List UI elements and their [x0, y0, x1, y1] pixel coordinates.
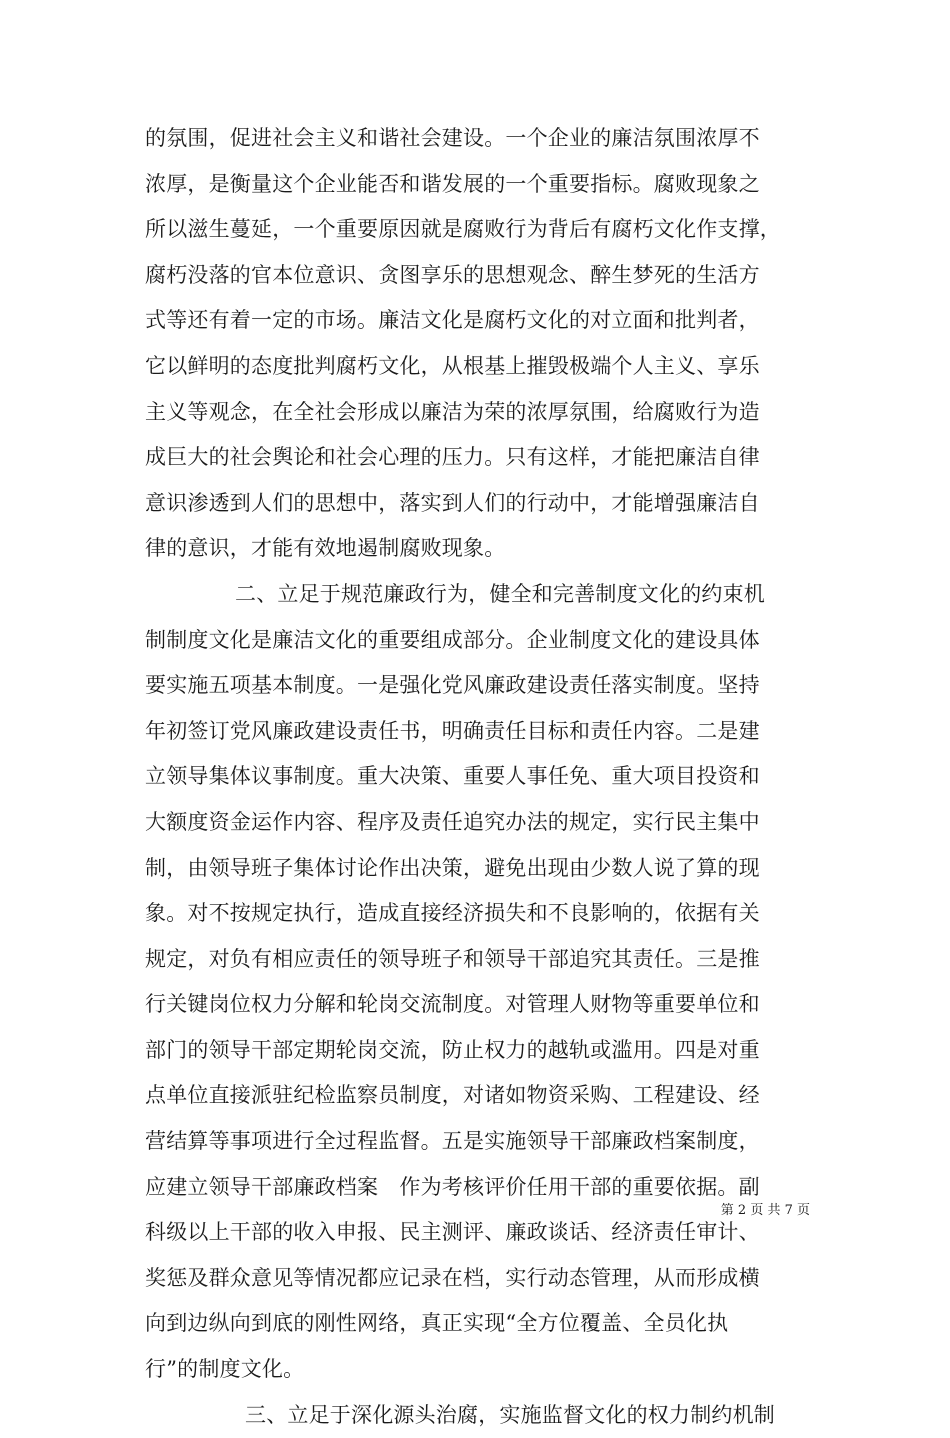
text-line: 制制度文化是廉洁文化的重要组成部分。企业制度文化的建设具体: [145, 627, 760, 652]
body-text: [145, 116, 810, 1438]
page-number-footer: 第 2 页 共 7 页: [720, 1203, 810, 1218]
text-line: 行关键岗位权力分解和轮岗交流制度。对管理人财物等重要单位和: [145, 992, 760, 1017]
text-line: 部门的领导干部定期轮岗交流，防止权力的越轨或滥用。四是对重: [145, 1037, 760, 1062]
section-heading-line: 三、立足于深化源头治腐，实施监督文化的权力制约机制: [245, 1402, 775, 1427]
text-line: 成巨大的社会舆论和社会心理的压力。只有这样，才能把廉洁自律: [145, 445, 760, 470]
text-line: 营结算等事项进行全过程监督。五是实施领导干部廉政档案制度，: [145, 1129, 760, 1154]
text-line: 科级以上干部的收入申报、民主测评、廉政谈话、经济责任审计、: [145, 1220, 760, 1245]
text-line: 主义等观念，在全社会形成以廉洁为荣的浓厚氛围，给腐败行为造: [145, 399, 760, 424]
text-line: 它以鲜明的态度批判腐朽文化，从根基上摧毁极端个人主义、享乐: [145, 353, 760, 378]
text-line: 向到边纵向到底的刚性网络，真正实现“全方位覆盖、全员化执: [145, 1311, 729, 1336]
text-line: 奖惩及群众意见等情况都应记录在档，实行动态管理，从而形成横: [145, 1265, 760, 1290]
text-line: 规定，对负有相应责任的领导班子和领导干部追究其责任。三是推: [145, 946, 760, 971]
text-line: 浓厚，是衡量这个企业能否和谐发展的一个重要指标。腐败现象之: [145, 171, 760, 196]
text-line: 制，由领导班子集体讨论作出决策，避免出现由少数人说了算的现: [145, 855, 760, 880]
text-line: 点单位直接派驻纪检监察员制度，对诸如物资采购、工程建设、经: [145, 1083, 760, 1108]
text-line: 腐朽没落的官本位意识、贪图享乐的思想观念、醉生梦死的生活方: [145, 262, 760, 287]
text-line: 立领导集体议事制度。重大决策、重要人事任免、重大项目投资和: [145, 764, 760, 789]
text-line: 象。对不按规定执行，造成直接经济损失和不良影响的，依据有关: [145, 901, 760, 926]
text-line: 应建立领导干部廉政档案 作为考核评价任用干部的重要依据。副: [145, 1174, 760, 1199]
section-heading-line: 二、立足于规范廉政行为，健全和完善制度文化的约束机: [235, 581, 765, 606]
text-line: 要实施五项基本制度。一是强化党风廉政建设责任落实制度。坚持: [145, 673, 760, 698]
text-line: 行”的制度文化。: [145, 1357, 305, 1382]
text-line: 所以滋生蔓延，一个重要原因就是腐败行为背后有腐朽文化作支撑，: [145, 217, 781, 242]
text-line: 式等还有着一定的市场。廉洁文化是腐朽文化的对立面和批判者，: [145, 308, 760, 333]
text-line: 的氛围，促进社会主义和谐社会建设。一个企业的廉洁氛围浓厚不: [145, 126, 760, 150]
text-line: 年初签订党风廉政建设责任书，明确责任目标和责任内容。二是建: [145, 718, 760, 743]
text-line: 律的意识，才能有效地遏制腐败现象。: [145, 536, 506, 561]
text-line: 意识渗透到人们的思想中，落实到人们的行动中，才能增强廉洁自: [145, 490, 760, 515]
text-line: 大额度资金运作内容、程序及责任追究办法的规定，实行民主集中: [145, 809, 760, 834]
